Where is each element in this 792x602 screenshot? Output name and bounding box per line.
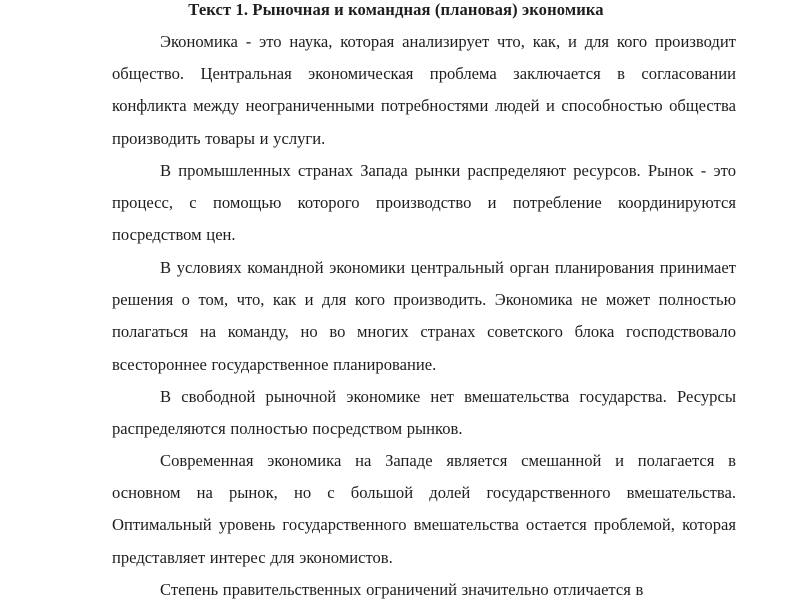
paragraph-mixed-economy: Современная экономика на Западе является смешанной и полагается в основном на рынок, но с большой долей государственного вмешательства. Оптимальный уровень государственного вмешательства остается проблемой, которая представляет интерес для экономистов. [112, 451, 736, 567]
paragraph-government-restrictions: Степень правительственных ограничений значительно отличается в [160, 580, 644, 599]
paragraph-free-market: В свободной рыночной экономике нет вмешательства государства. Ресурсы распределяются полностью посредством рынков. [112, 387, 736, 439]
paragraph-command-economy: В условиях командной экономики центральный орган планирования принимает решения о том, что, как и для кого производить. Экономика не может полностью полагаться на команду, но во многих странах советского блока господствовало всестороннее государственное планирование. [112, 258, 736, 374]
document-title: Текст 1. Рыночная и командная (плановая) экономика [188, 0, 604, 19]
paragraph-economics-definition: Экономика - это наука, которая анализирует что, как, и для кого производит общество. Центральная экономическая проблема заключается в согласовании конфликта между неограниченными потребностями людей и способностью общества производить товары и услуги. [112, 32, 736, 148]
paragraph-market-definition: В промышленных странах Запада рынки распределяют ресурсов. Рынок - это процесс, с помощью которого производство и потребление координируются посредством цен. [112, 161, 736, 245]
